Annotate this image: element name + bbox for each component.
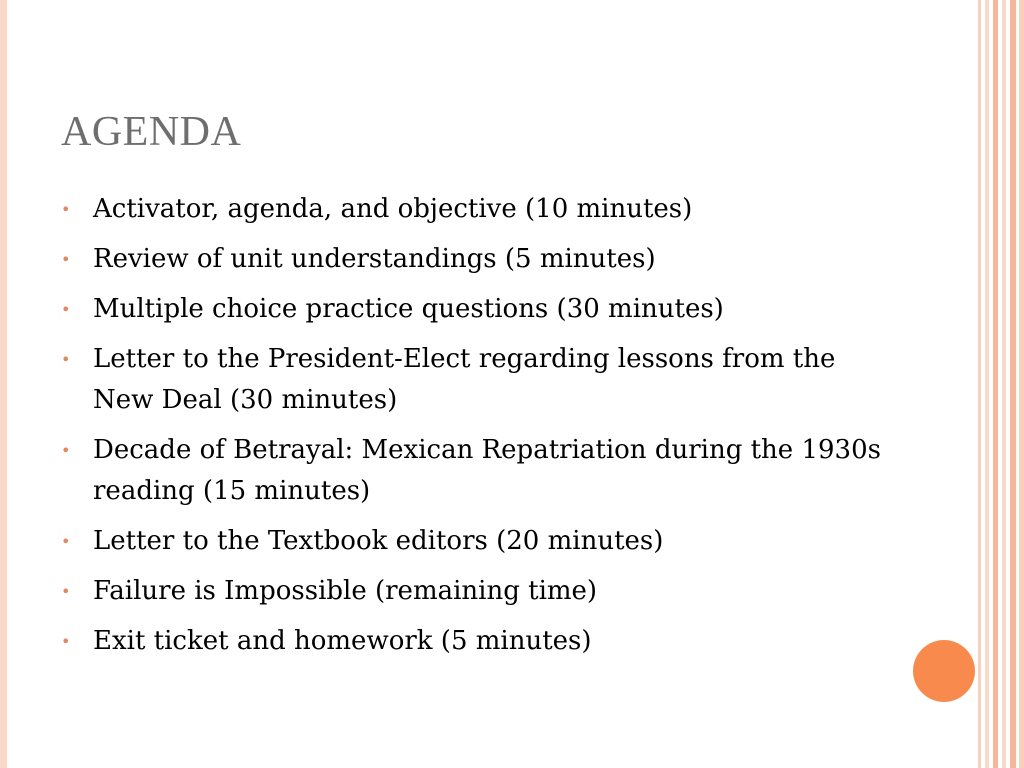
slide-title: AGENDA (61, 109, 242, 155)
agenda-list (58, 189, 898, 671)
agenda-item-text: Multiple choice practice questions (30 minutes) (93, 294, 724, 324)
agenda-item (58, 571, 898, 612)
border-stripe (978, 0, 981, 768)
agenda-item-text: Exit ticket and homework (5 minutes) (93, 626, 592, 656)
agenda-item (58, 521, 898, 562)
agenda-item (58, 189, 898, 230)
agenda-item-text: Decade of Betrayal: Mexican Repatriation during the 1930s reading (15 minutes) (93, 435, 881, 506)
agenda-item-text: Review of unit understandings (5 minutes) (93, 244, 656, 274)
border-stripe (1010, 0, 1016, 768)
agenda-item (58, 289, 898, 330)
left-border-stripe (0, 0, 7, 768)
right-border-stripes (978, 0, 1024, 768)
bullet-icon: • (61, 582, 71, 601)
bullet-icon: • (61, 200, 71, 219)
agenda-item (58, 239, 898, 280)
border-stripe (1002, 0, 1006, 768)
agenda-item-text: Failure is Impossible (remaining time) (93, 576, 598, 606)
agenda-item-text: Activator, agenda, and objective (10 minutes) (93, 194, 693, 224)
bullet-icon: • (61, 350, 71, 369)
border-stripe (985, 0, 989, 768)
decorative-circle-icon (913, 640, 975, 702)
border-stripe (1019, 0, 1024, 768)
agenda-item-text: Letter to the President-Elect regarding lessons from the New Deal (30 minutes) (93, 344, 836, 415)
bullet-icon: • (61, 632, 71, 651)
agenda-item (58, 339, 898, 421)
border-stripe (993, 0, 998, 768)
agenda-item-text: Letter to the Textbook editors (20 minutes) (93, 526, 664, 556)
bullet-icon: • (61, 250, 71, 269)
agenda-item (58, 621, 898, 662)
bullet-icon: • (61, 532, 71, 551)
agenda-item (58, 430, 898, 512)
bullet-icon: • (61, 441, 71, 460)
bullet-icon: • (61, 300, 71, 319)
